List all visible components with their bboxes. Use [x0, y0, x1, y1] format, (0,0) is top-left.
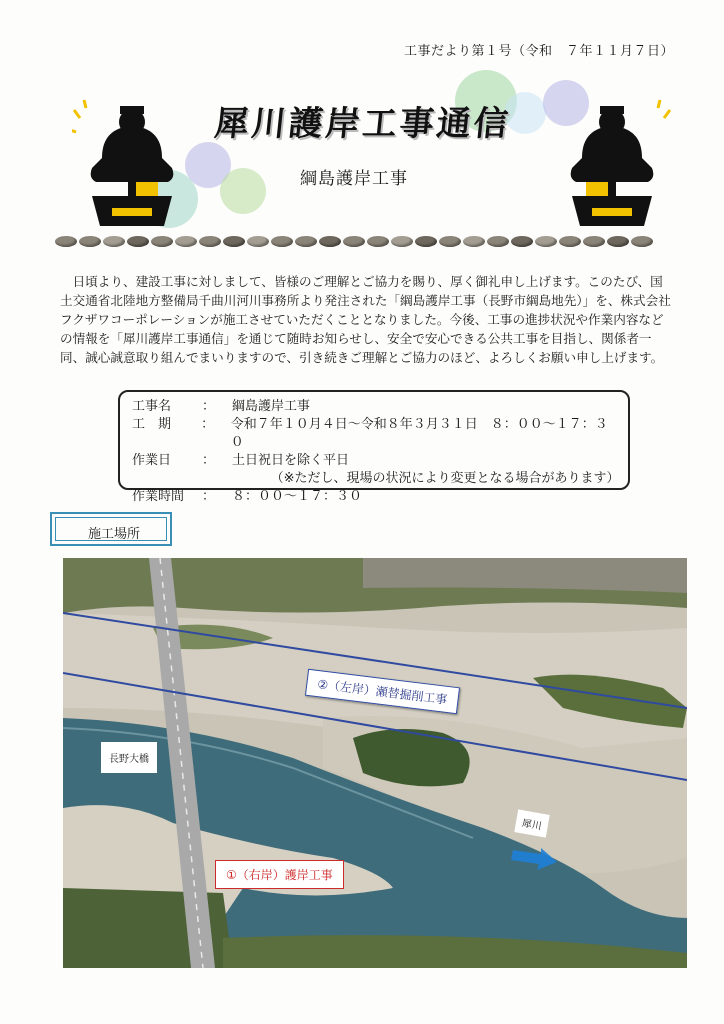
project-info-box	[118, 390, 630, 504]
info-colon: ：	[202, 453, 216, 468]
info-row-note	[132, 470, 620, 488]
info-note: （※ただし、現場の状況により変更となる場合があります）	[270, 471, 620, 486]
map-tag-left-bank-work: ②（左岸）瀬替掘削工事	[305, 669, 460, 714]
section-label-location	[50, 512, 172, 546]
info-colon: ：	[201, 417, 215, 432]
info-row-workday	[132, 452, 616, 470]
site-aerial-map	[63, 558, 687, 968]
info-label: 工 期	[132, 417, 172, 432]
page-title: 犀川護岸工事通信	[212, 104, 513, 144]
map-tag-bridge: 長野大橋	[101, 742, 157, 773]
stone-divider	[55, 232, 665, 252]
mascot-icon	[552, 98, 672, 232]
info-value: 令和７年１０月４日～令和８年３月３１日 ８：００～１７：３０	[230, 417, 608, 450]
section-label-text: 施工場所	[55, 517, 167, 541]
info-label: 工事名	[132, 399, 172, 414]
decor-bubble	[220, 168, 266, 214]
intro-paragraph: 日頃より、建設工事に対しまして、皆様のご理解とご協力を賜り、厚く御礼申し上げます。このたび、国土交通省北陸地方整備局千曲川河川事務所より発注された「綱島護岸工事（長野市綱島地先）」を、株式会社フクザワコーポレーションが施工させていただくこととなりました。今後、工事の進捗状況や作業内容などの情報を「犀川護岸工事通信」を通じて随時お知らせし、安全で安心できる公共工事を目指し、関係者一同、誠心誠意取り組んでまいりますので、引き続きご理解とご協力のほど、よろしくお願い申し上げます。	[60, 274, 671, 365]
map-tag-right-bank-work: ①（右岸）護岸工事	[215, 860, 344, 889]
page-subtitle: 綱島護岸工事	[300, 169, 408, 189]
info-label: 作業時間	[132, 489, 185, 504]
info-row-name	[132, 398, 616, 416]
info-value: 綱島護岸工事	[232, 399, 311, 414]
info-value: ８：００～１７：３０	[232, 489, 363, 504]
map-tag-river: 犀川	[514, 809, 550, 837]
info-label: 作業日	[132, 453, 172, 468]
info-colon: ：	[202, 399, 216, 414]
info-row-period	[132, 416, 616, 452]
issue-line: 工事だより第１号（令和 ７年１１月７日）	[404, 44, 675, 59]
info-value: 土日祝日を除く平日	[232, 453, 350, 468]
info-row-hours	[132, 488, 616, 506]
info-colon: ：	[202, 489, 216, 504]
mascot-icon	[72, 98, 192, 232]
